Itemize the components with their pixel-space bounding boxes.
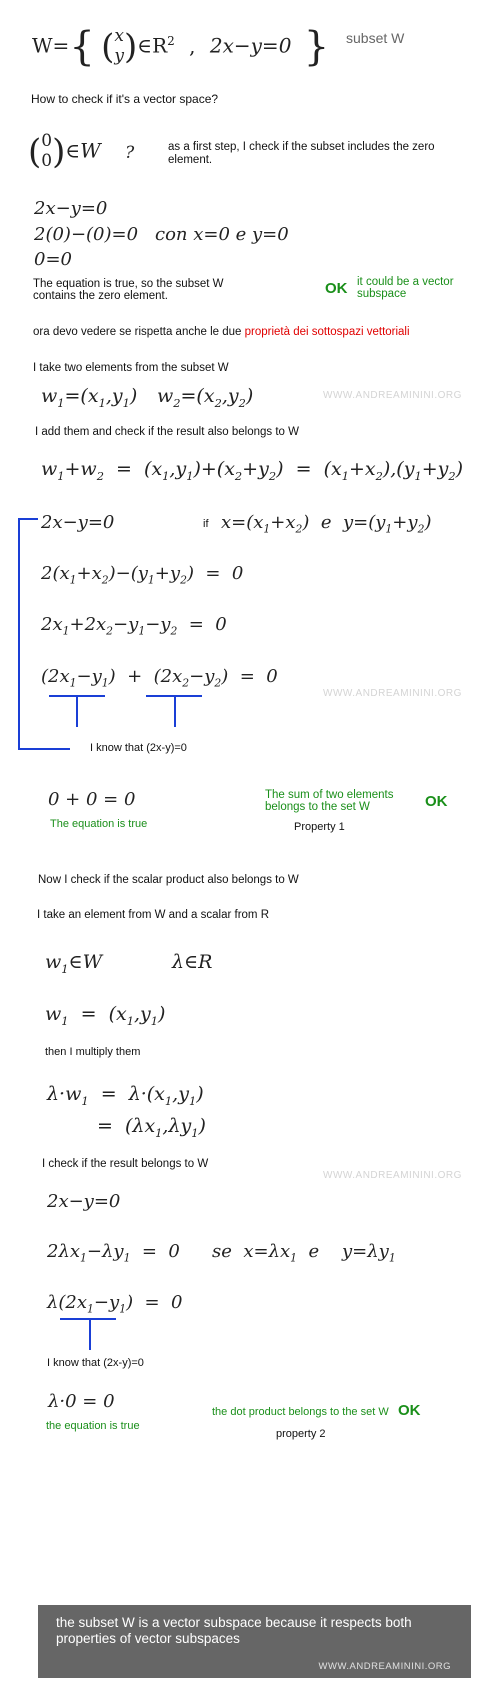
w2-symbol: w (157, 385, 174, 407)
ok-badge-property2: OK (398, 1402, 421, 1419)
vector-y: y (114, 46, 125, 66)
w2-x-sub: 2 (214, 395, 222, 410)
property2-label: property 2 (276, 1428, 326, 1440)
w-symbol: w (45, 951, 62, 973)
scalar-product-line2: = $(\lambda x_1,\lambda y_1)$ (97, 1115, 206, 1140)
intro-text: ora devo vedere se rispetta anche le due (33, 326, 245, 338)
properties-intro (33, 326, 410, 338)
first-step-note: as a first step, I check if the subset includes the zero element. (168, 141, 435, 166)
scalar-connector (89, 1318, 91, 1350)
lambda-in-R: λ∈R (172, 951, 213, 973)
zero-bottom: 0 (41, 151, 53, 171)
question-text: How to check if it's a vector space? (31, 92, 219, 106)
member-r: ∈R (137, 33, 168, 58)
scalar-eq-line2: $2\lambda x_1-\lambda y_1 = 0$ (47, 1241, 180, 1265)
set-definition-formula (32, 24, 329, 74)
formula-condition: 2x−y=0 (209, 33, 292, 58)
formula-comma: , (189, 33, 196, 58)
scalar-substitution: se $x=\lambda x_1$ e $y=\lambda y_1$ (212, 1241, 396, 1265)
multiply-text: then I multiply them (45, 1046, 141, 1058)
scalar-underline (60, 1318, 116, 1320)
scalar-eq-line3: $\lambda(2x_1-y_1) = 0$ (47, 1292, 183, 1316)
w1-mid: ,y (105, 385, 123, 407)
know-note-2: I know that (2x-y)=0 (47, 1357, 144, 1369)
w2-mid: ,y (221, 385, 239, 407)
know-note: I know that (2x-y)=0 (90, 742, 187, 754)
zero-top: 0 (41, 131, 53, 152)
bracket-top (18, 518, 38, 520)
zero-vector-formula (28, 132, 134, 172)
final-eq: λ·0 = 0 (48, 1391, 115, 1412)
bracket-bottom (18, 748, 70, 750)
w2-y-sub: 2 (238, 395, 246, 410)
right-brace: } (303, 24, 330, 70)
right-paren: ) (52, 132, 66, 172)
vector-x: x (114, 26, 124, 47)
zero-conclusion: The equation is true, so the subset W contains the zero element. (33, 278, 224, 302)
sum-formula: $w_1+w_2 = (x_1,y_1)+(x_2+y_2) = (x_1+x_2),(y_1+y_2)$ (41, 458, 464, 483)
eq-true-1: The equation is true (50, 818, 148, 830)
sum-eq-line1: 2x−y=0 (41, 512, 115, 533)
w1-y-sub: 1 (122, 395, 130, 410)
connector-right (174, 695, 176, 727)
take-two-text: I take two elements from the subset W (33, 362, 229, 374)
zero-eq-condition: con x=0 e y=0 (155, 224, 289, 245)
left-brace: { (69, 24, 95, 70)
connector-left (76, 695, 78, 727)
take-one-text: I take an element from W and a scalar from R (37, 909, 270, 921)
w2-definition (157, 385, 253, 410)
scalar-eq-line1: 2x−y=0 (47, 1191, 121, 1212)
sum-eq-line3: $2x_1+2x_2-y_1-y_2 = 0$ (41, 614, 227, 638)
subset-label: subset W (346, 30, 405, 46)
subspace-note: it could be a vector subspace (357, 276, 454, 300)
w1-x-sub: 1 (98, 395, 106, 410)
zero-eq-line3: 0=0 (34, 249, 72, 270)
zero-vector (41, 132, 52, 171)
if-label: if (203, 518, 209, 530)
scalar-product-line1: $\lambda\cdot w_1 = \lambda\cdot(x_1,y_1)$ (47, 1083, 204, 1108)
w1-symbol: w (41, 385, 58, 407)
w1-end: ) (129, 385, 138, 407)
ok-badge-property1: OK (425, 793, 448, 810)
sum-belongs-note: The sum of two elements belongs to the set W (265, 789, 394, 813)
scalar-intro: Now I check if the scalar product also belongs to W (38, 874, 299, 886)
r-exponent: 2 (167, 33, 175, 48)
check-result-text: I check if the result belongs to W (42, 1158, 209, 1170)
w1-components: $w_1 = (x_1,y_1)$ (45, 1003, 166, 1028)
watermark: WWW.ANDREAMININI.ORG (323, 390, 462, 401)
zero-sum-eq: 0 + 0 = 0 (48, 789, 136, 810)
w1-sub: 1 (57, 395, 65, 410)
bracket-left (18, 518, 20, 749)
left-paren: ( (101, 27, 115, 67)
watermark: WWW.ANDREAMININI.ORG (323, 688, 462, 699)
left-paren: ( (28, 132, 42, 172)
w1-definition (41, 385, 137, 410)
w-sub: 1 (61, 961, 69, 976)
properties-link[interactable]: proprietà dei sottospazi vettoriali (244, 326, 410, 338)
dot-belongs-note: the dot product belongs to the set W (212, 1406, 389, 1418)
zero-eq-line1: 2x−y=0 (34, 198, 108, 219)
eq-true-2: the equation is true (46, 1420, 140, 1432)
add-them-text: I add them and check if the result also belongs to W (35, 426, 300, 438)
banner-watermark: WWW.ANDREAMININI.ORG (318, 1661, 451, 1672)
member-w-rest: ∈W (68, 951, 103, 973)
w2-rhs: =(x (180, 385, 215, 407)
property1-label: Property 1 (294, 821, 345, 833)
member-w: ∈W (65, 138, 101, 163)
banner-text: the subset W is a vector subspace because it respects both properties of vector subspaces (56, 1615, 412, 1646)
right-paren: ) (124, 27, 138, 67)
sum-eq-line2: $2(x_1+x_2)-(y_1+y_2) = 0$ (41, 563, 244, 587)
conclusion-banner (38, 1605, 471, 1678)
zero-eq-line2: 2(0)−(0)=0 (34, 224, 139, 245)
vector-xy (114, 27, 124, 66)
w2-sub: 2 (173, 395, 181, 410)
formula-prefix: W= (32, 33, 70, 58)
sum-eq-line4: $(2x_1-y_1) + (2x_2-y_2) = 0$ (41, 666, 278, 690)
watermark: WWW.ANDREAMININI.ORG (323, 1170, 462, 1181)
w1-in-W (45, 951, 102, 976)
w1-rhs: =(x (64, 385, 99, 407)
ok-badge-zero: OK (325, 280, 348, 297)
question-mark: ? (125, 142, 135, 163)
w2-end: ) (245, 385, 254, 407)
sum-substitution: $x=(x_1+x_2)$ e $y=(y_1+y_2)$ (221, 512, 432, 536)
